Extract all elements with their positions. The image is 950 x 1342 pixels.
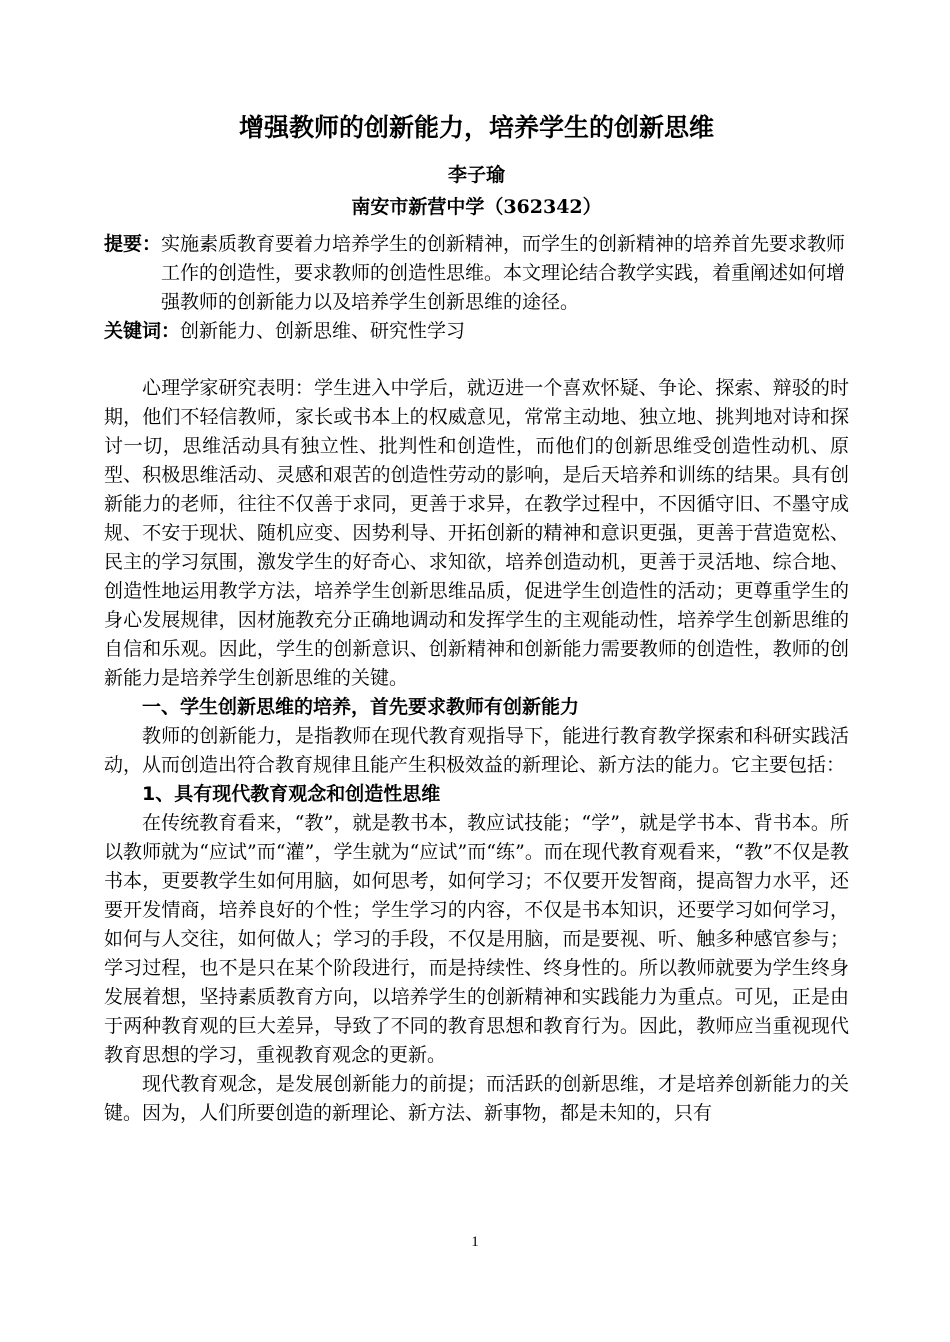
paper-title: 增强教师的创新能力，培养学生的创新思维 <box>238 113 714 142</box>
abstract <box>104 230 849 317</box>
school-affiliation: 南安市新营中学（362342） <box>351 196 602 218</box>
abstract-text: 实施素质教育要着力培养学生的创新精神，而学生的创新精神的培养首先要求教师工作的创造性，要求教师的创造性思维。本文理论结合教学实践，着重阐述如何增强教师的创新能力以及培养学生创新思维的途径。 <box>161 233 846 313</box>
keywords-label: 关键词： <box>104 320 181 342</box>
paragraph: 在传统教育看来，“教”，就是教书本，教应试技能；“学”，就是学书本、背书本。所以教师就为“应试”而“灌”，学生就为“应试”而“练”。而在现代教育观看来，“教”不仅是教书本，更要教学生如何用脑，如何思考，如何学习；不仅要开发智商，提高智力水平，还要开发情商，培养良好的个性；学生学习的内容，不仅是书本知识，还要学习如何学习，如何与人交往，如何做人；学习的手段，不仅是用脑，而是要视、听、触多种感官参与；学习过程，也不是只在某个阶段进行，而是持续性、终身性的。所以教师就要为学生终身发展着想，坚持素质教育方向，以培养学生的创新精神和实践能力为重点。可见，正是由于两种教育观的巨大差异，导致了不同的教育思想和教育行为。因此，教师应当重视现代教育思想的学习，重视教育观念的更新。 <box>104 812 849 1066</box>
paragraph: 心理学家研究表明：学生进入中学后，就迈进一个喜欢怀疑、争论、探索、辩驳的时期，他们不轻信教师，家长或书本上的权威意见，常常主动地、独立地、挑判地对诗和探讨一切，思维活动具有独立性、批判性和创造性，而他们的创新思维受创造性动机、原型、积极思维活动、灵感和艰苦的创造性劳动的影响，是后天培养和训练的结果。具有创新能力的老师，往往不仅善于求同，更善于求异，在教学过程中，不因循守旧、不墨守成规、不安于现状、随机应变、因势利导、开拓创新的精神和意识更强，更善于营造宽松、民主的学习氛围，激发学生的好奇心、求知欲，培养创造动机，更善于灵活地、综合地、创造性地运用教学方法，培养学生创新思维品质，促进学生创造性的活动；更尊重学生的身心发展规律，因材施教充分正确地调动和发挥学生的主观能动性，培养学生创新思维的自信和乐观。因此，学生的创新意识、创新精神和创新能力需要教师的创造性，教师的创新能力是培养学生创新思维的关键。 <box>104 377 849 689</box>
section-heading: 一、学生创新思维的培养，首先要求教师有创新能力 <box>142 696 580 718</box>
page-number: 1 <box>471 1234 479 1250</box>
document-page <box>104 108 849 1128</box>
keywords <box>104 317 849 346</box>
paragraph: 教师的创新能力，是指教师在现代教育观指导下，能进行教育教学探索和科研实践活动，从而创造出符合教育规律且能产生积极效益的新理论、新方法的能力。它主要包括： <box>104 725 849 776</box>
abstract-label: 提要： <box>104 233 162 255</box>
keywords-text: 创新能力、创新思维、研究性学习 <box>180 320 466 342</box>
paragraph: 现代教育观念，是发展创新能力的前提；而活跃的创新思维，才是培养创新能力的关键。因为，人们所要创造的新理论、新方法、新事物，都是未知的，只有 <box>104 1073 849 1124</box>
subsection-heading: 1、具有现代教育观念和创造性思维 <box>142 783 441 805</box>
body-text <box>104 374 849 1128</box>
author-name: 李子瑜 <box>447 164 505 186</box>
